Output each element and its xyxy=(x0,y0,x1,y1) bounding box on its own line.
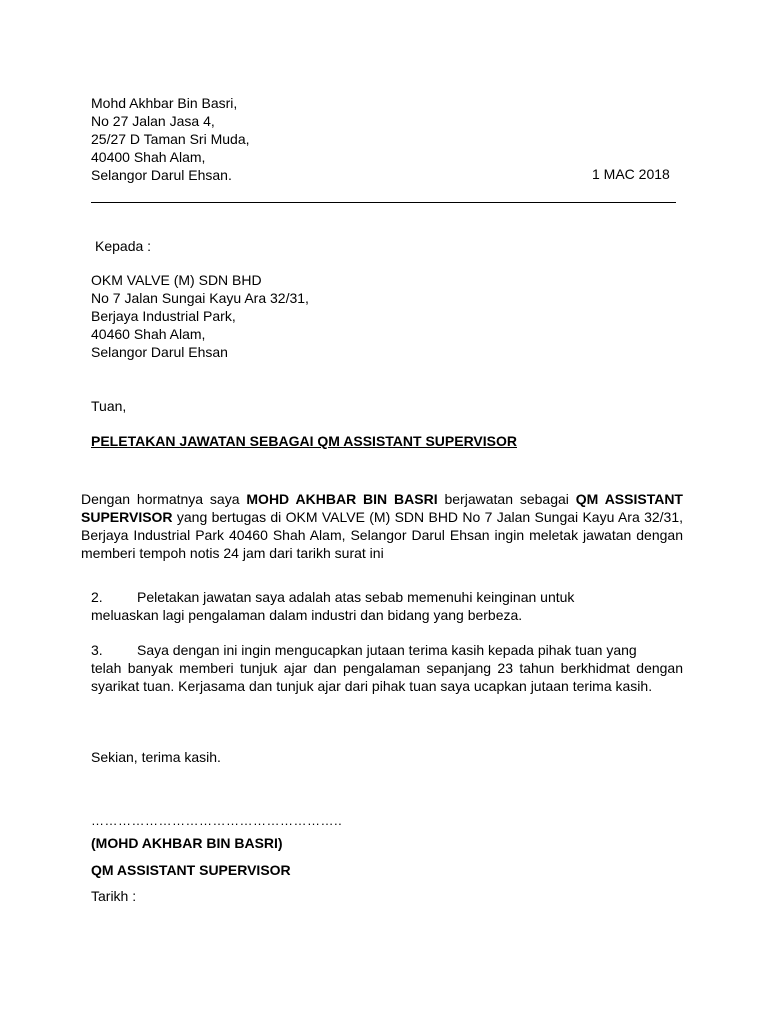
sender-address-line: 40400 Shah Alam, xyxy=(91,149,206,165)
paragraph-2-text: meluaskan lagi pengalaman dalam industri dan bidang yang berbeza. xyxy=(91,607,523,623)
paragraph-3-text: telah banyak memberi tunjuk ajar dan pengalaman sepanjang 23 tahun berkhidmat dengan syarikat tuan. Kerjasama dan tunjuk ajar dari pihak tuan saya ucapkan jutaan terima kasih. xyxy=(91,660,683,694)
signature-title: QM ASSISTANT SUPERVISOR xyxy=(91,862,291,878)
recipient-address-line: 40460 Shah Alam, xyxy=(91,326,206,342)
letter-date: 1 MAC 2018 xyxy=(592,166,670,182)
recipient-company: OKM VALVE (M) SDN BHD xyxy=(91,272,262,288)
paragraph-2-text: Peletakan jawatan saya adalah atas sebab memenuhi keinginan untuk xyxy=(137,589,575,605)
header-separator xyxy=(91,202,676,203)
signature-name: (MOHD AKHBAR BIN BASRI) xyxy=(91,835,283,851)
letter-subject: PELETAKAN JAWATAN SEBAGAI QM ASSISTANT SUPERVISOR xyxy=(91,433,518,449)
recipient-label: Kepada : xyxy=(95,238,152,254)
sender-address-line: No 27 Jalan Jasa 4, xyxy=(91,113,215,129)
recipient-address-line: Selangor Darul Ehsan xyxy=(91,344,228,360)
paragraph-1-text: berjawatan sebagai xyxy=(437,491,576,507)
paragraph-1 xyxy=(81,490,683,562)
paragraph-1-text: yang bertugas di OKM VALVE (M) SDN BHD No 7 Jalan Sungai Kayu Ara 32/31, Berjaya Industrial Park 40460 Shah Alam, Selangor Darul Ehsan ingin meletak jawatan dengan memberi tempoh notis 24 jam dari tarikh surat ini xyxy=(81,509,683,561)
paragraph-2-number: 2. xyxy=(91,589,103,605)
signature-line: ……………………………………………….. xyxy=(91,813,343,828)
salutation: Tuan, xyxy=(91,398,127,414)
recipient-address xyxy=(91,271,309,361)
recipient-address-line: No 7 Jalan Sungai Kayu Ara 32/31, xyxy=(91,290,309,306)
sender-address xyxy=(91,94,250,184)
paragraph-1-text: Dengan hormatnya saya xyxy=(81,491,247,507)
employee-name: MOHD AKHBAR BIN BASRI xyxy=(246,491,438,507)
employee-role: QM ASSISTANT SUPERVISOR xyxy=(81,491,683,525)
sender-address-line: 25/27 D Taman Sri Muda, xyxy=(91,131,250,147)
sender-name: Mohd Akhbar Bin Basri, xyxy=(91,95,238,111)
paragraph-3-text: Saya dengan ini ingin mengucapkan jutaan terima kasih kepada pihak tuan yang xyxy=(137,642,637,658)
signature-date-label: Tarikh : xyxy=(91,888,137,904)
paragraph-3 xyxy=(91,641,683,695)
paragraph-3-number: 3. xyxy=(91,642,103,658)
sender-address-line: Selangor Darul Ehsan. xyxy=(91,167,232,183)
paragraph-2 xyxy=(91,588,611,624)
recipient-address-line: Berjaya Industrial Park, xyxy=(91,308,236,324)
closing: Sekian, terima kasih. xyxy=(91,749,221,765)
